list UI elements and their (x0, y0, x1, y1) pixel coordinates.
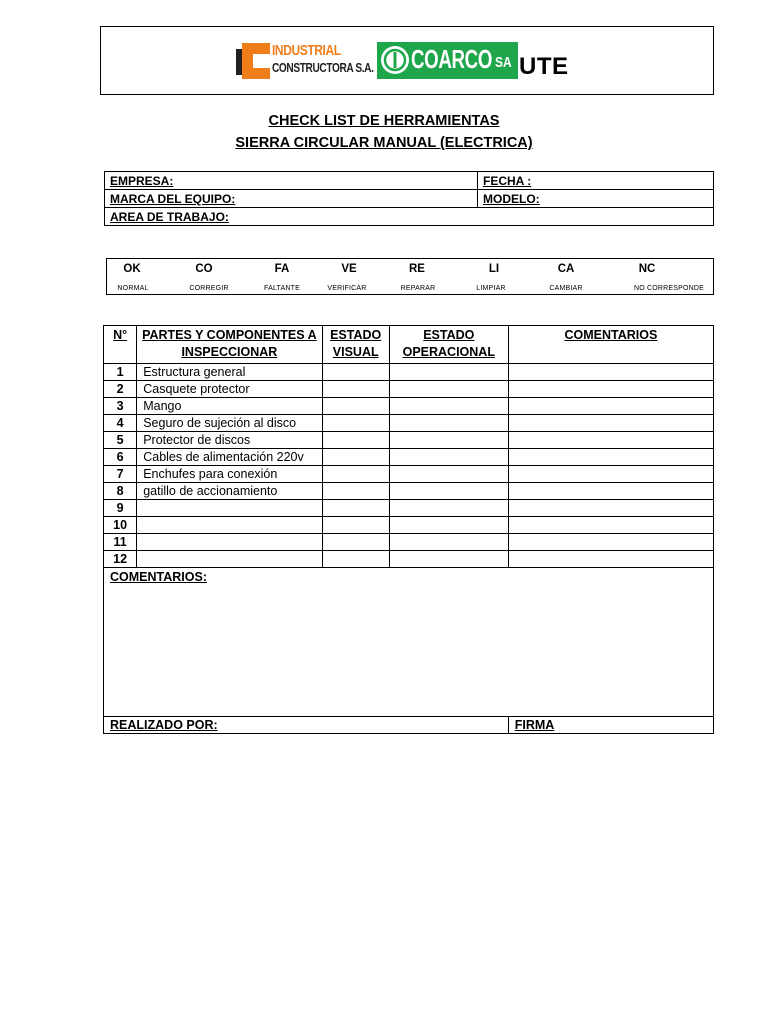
header-num: N° (104, 326, 137, 364)
legend-box (106, 258, 714, 295)
row-part: Cables de alimentación 220v (137, 449, 322, 466)
row-number: 1 (104, 364, 137, 381)
row-number: 12 (104, 551, 137, 568)
checklist-row (104, 432, 714, 449)
legend-code: OK (123, 263, 141, 275)
legend-desc: REPARAR (400, 285, 436, 292)
row-comment-cell[interactable] (508, 381, 713, 398)
row-visual-cell[interactable] (322, 483, 389, 500)
row-comment-cell[interactable] (508, 449, 713, 466)
checklist-row (104, 466, 714, 483)
legend-code: CA (557, 263, 575, 275)
row-number: 3 (104, 398, 137, 415)
row-comment-cell[interactable] (508, 364, 713, 381)
row-number: 11 (104, 534, 137, 551)
row-number: 8 (104, 483, 137, 500)
legend-code: CO (195, 263, 213, 275)
row-visual-cell[interactable] (322, 517, 389, 534)
row-comment-cell[interactable] (508, 483, 713, 500)
row-visual-cell[interactable] (322, 466, 389, 483)
checklist-row (104, 364, 714, 381)
row-comment-cell[interactable] (508, 415, 713, 432)
checklist-row (104, 517, 714, 534)
checklist-row (104, 500, 714, 517)
row-operational-cell[interactable] (389, 517, 508, 534)
row-part: Casquete protector (137, 381, 322, 398)
document-title: CHECK LIST DE HERRAMIENTAS (268, 113, 500, 129)
row-part (137, 534, 322, 551)
row-part (137, 517, 322, 534)
checklist-row (104, 483, 714, 500)
row-part: Mango (137, 398, 322, 415)
info-table (104, 171, 714, 226)
checklist-row (104, 534, 714, 551)
row-visual-cell[interactable] (322, 551, 389, 568)
coarco-emblem-icon (381, 46, 409, 74)
row-comment-cell[interactable] (508, 500, 713, 517)
industrial-constructora-logo (236, 41, 376, 81)
coarco-logo-name: COARCO (411, 44, 493, 74)
row-number: 5 (104, 432, 137, 449)
checklist-row (104, 551, 714, 568)
row-part: Estructura general (137, 364, 322, 381)
row-part (137, 500, 322, 517)
row-number: 4 (104, 415, 137, 432)
row-operational-cell[interactable] (389, 551, 508, 568)
industrial-logo-line1: INDUSTRIAL (272, 42, 341, 59)
legend-code: VE (341, 263, 357, 275)
row-operational-cell[interactable] (389, 398, 508, 415)
row-operational-cell[interactable] (389, 432, 508, 449)
fecha-field[interactable]: FECHA : (478, 172, 714, 190)
row-comment-cell[interactable] (508, 398, 713, 415)
checklist-table (103, 325, 714, 734)
row-number: 6 (104, 449, 137, 466)
row-part (137, 551, 322, 568)
row-number: 7 (104, 466, 137, 483)
checklist-row (104, 398, 714, 415)
row-operational-cell[interactable] (389, 415, 508, 432)
empresa-field[interactable]: EMPRESA: (105, 172, 478, 190)
industrial-c-mark-icon (236, 43, 270, 79)
row-visual-cell[interactable] (322, 534, 389, 551)
header-parts: PARTES Y COMPONENTES A INSPECCIONAR (137, 326, 322, 364)
comments-label: COMENTARIOS: (110, 570, 207, 584)
row-number: 10 (104, 517, 137, 534)
legend-code: FA (274, 263, 290, 275)
row-comment-cell[interactable] (508, 551, 713, 568)
legend-desc: VERIFICAR (327, 285, 367, 292)
legend-desc: NORMAL (117, 285, 149, 292)
checklist-row (104, 449, 714, 466)
legend-desc: CORREGIR (189, 285, 229, 292)
row-visual-cell[interactable] (322, 415, 389, 432)
header-logo-box (100, 26, 714, 95)
row-visual-cell[interactable] (322, 381, 389, 398)
row-visual-cell[interactable] (322, 449, 389, 466)
firma-field[interactable]: FIRMA (508, 717, 713, 734)
row-number: 2 (104, 381, 137, 398)
header-visual: ESTADO VISUAL (322, 326, 389, 364)
legend-desc: NO CORRESPONDE (633, 285, 705, 292)
checklist-row (104, 381, 714, 398)
ute-label: UTE (519, 53, 569, 80)
checklist-header-row (104, 326, 714, 364)
row-operational-cell[interactable] (389, 483, 508, 500)
checklist-row (104, 415, 714, 432)
area-field[interactable]: AREA DE TRABAJO: (105, 208, 714, 226)
row-operational-cell[interactable] (389, 534, 508, 551)
realizado-por-field[interactable]: REALIZADO POR: (104, 717, 509, 734)
row-part: Seguro de sujeción al disco (137, 415, 322, 432)
row-comment-cell[interactable] (508, 517, 713, 534)
industrial-logo-line2: CONSTRUCTORA S.A. (272, 60, 374, 75)
marca-field[interactable]: MARCA DEL EQUIPO: (105, 190, 478, 208)
row-visual-cell[interactable] (322, 364, 389, 381)
row-part: gatillo de accionamiento (137, 483, 322, 500)
legend-desc: FALTANTE (264, 285, 300, 292)
row-visual-cell[interactable] (322, 398, 389, 415)
row-operational-cell[interactable] (389, 381, 508, 398)
header-operational: ESTADO OPERACIONAL (389, 326, 508, 364)
comments-area[interactable] (104, 568, 714, 717)
row-visual-cell[interactable] (322, 500, 389, 517)
row-operational-cell[interactable] (389, 500, 508, 517)
row-part: Protector de discos (137, 432, 322, 449)
modelo-field[interactable]: MODELO: (478, 190, 714, 208)
legend-code: NC (638, 263, 656, 275)
document-subtitle: SIERRA CIRCULAR MANUAL (ELECTRICA) (235, 135, 533, 151)
row-comment-cell[interactable] (508, 534, 713, 551)
row-number: 9 (104, 500, 137, 517)
coarco-logo-suffix: SA (495, 54, 512, 71)
row-comment-cell[interactable] (508, 432, 713, 449)
row-visual-cell[interactable] (322, 432, 389, 449)
row-operational-cell[interactable] (389, 449, 508, 466)
legend-desc: LIMPIAR (476, 285, 506, 292)
row-operational-cell[interactable] (389, 466, 508, 483)
row-comment-cell[interactable] (508, 466, 713, 483)
legend-desc: CAMBIAR (549, 285, 583, 292)
header-comments: COMENTARIOS (508, 326, 713, 364)
legend-code: RE (409, 263, 425, 275)
row-operational-cell[interactable] (389, 364, 508, 381)
legend-code: LI (488, 263, 500, 275)
coarco-logo (377, 42, 518, 79)
row-part: Enchufes para conexión (137, 466, 322, 483)
